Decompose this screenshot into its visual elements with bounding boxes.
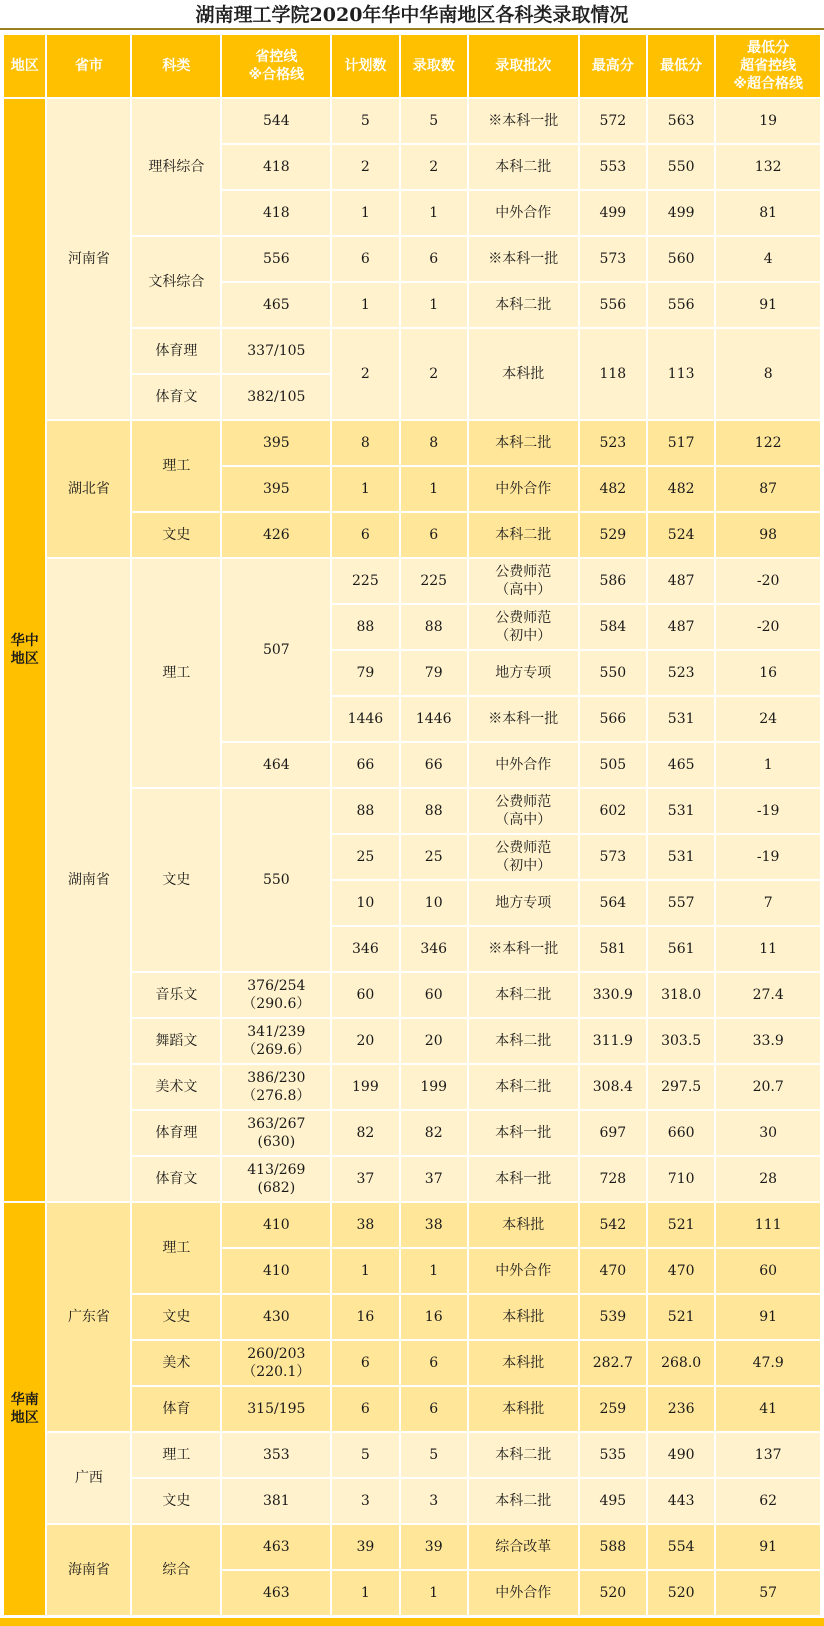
cell-diff: 1 [715,742,821,788]
header-row [3,34,821,98]
cell-admitted: 1 [400,466,468,512]
cell-min: 531 [647,696,715,742]
subject-hubei-lib: 文史 [131,512,221,558]
header-batch: 录取批次 [468,34,579,98]
cell-line: 463 [221,1570,331,1616]
cell-max: 539 [579,1294,647,1340]
table-row [3,420,821,466]
cell-batch: ※本科一批 [468,98,579,144]
cell-diff: 8 [715,328,821,420]
cell-line: 464 [221,742,331,788]
cell-diff: 16 [715,650,821,696]
cell-line [221,972,331,1018]
cell-max: 529 [579,512,647,558]
cell-diff: 122 [715,420,821,466]
cell-line [221,1156,331,1202]
cell-batch: 地方专项 [468,880,579,926]
cell-admitted: 1 [400,190,468,236]
cell-line: 463 [221,1524,331,1570]
cell-diff: -20 [715,604,821,650]
cell-diff: 81 [715,190,821,236]
cell-min: 268.0 [647,1340,715,1386]
cell-plan: 82 [331,1110,399,1156]
cell-diff: 41 [715,1386,821,1432]
cell-min: 554 [647,1524,715,1570]
cell-admitted: 2 [400,328,468,420]
header-max: 最高分 [579,34,647,98]
cell-batch [468,604,579,650]
cell-diff: -20 [715,558,821,604]
cell-min: 523 [647,650,715,696]
cell-max: 520 [579,1570,647,1616]
cell-admitted: 5 [400,98,468,144]
subject-hubei-sci: 理工 [131,420,221,512]
cell-min: 531 [647,788,715,834]
subject-hunan-sci: 理工 [131,558,221,788]
header-admitted: 录取数 [400,34,468,98]
cell-batch: ※本科一批 [468,926,579,972]
cell-plan: 5 [331,1432,399,1478]
subject-hunan-lib: 文史 [131,788,221,972]
cell-min: 550 [647,144,715,190]
cell-max: 728 [579,1156,647,1202]
cell-max: 573 [579,236,647,282]
cell-min: 556 [647,282,715,328]
region-south-2: 地区 [10,1410,39,1426]
cell-line-2: （269.6） [242,1042,311,1058]
cell-line [221,1018,331,1064]
cell-diff: 91 [715,1524,821,1570]
cell-plan: 1 [331,1570,399,1616]
cell-line: 395 [221,420,331,466]
cell-plan: 88 [331,788,399,834]
page-title: 湖南理工学院2020年华中华南地区各科类录取情况 [0,0,824,30]
header-control-line-1: 省控线 [255,49,298,65]
cell-plan: 38 [331,1202,399,1248]
cell-max: 118 [579,328,647,420]
cell-batch: 本科二批 [468,144,579,190]
cell-min: 520 [647,1570,715,1616]
cell-batch: 本科二批 [468,1064,579,1110]
cell-plan: 3 [331,1478,399,1524]
cell-admitted: 8 [400,420,468,466]
cell-line: 465 [221,282,331,328]
cell-min: 318.0 [647,972,715,1018]
cell-max: 586 [579,558,647,604]
cell-min: 236 [647,1386,715,1432]
cell-batch: 本科批 [468,1386,579,1432]
cell-batch: 本科一批 [468,1156,579,1202]
cell-max: 495 [579,1478,647,1524]
cell-admitted: 6 [400,1386,468,1432]
cell-plan: 6 [331,512,399,558]
cell-admitted: 6 [400,512,468,558]
cell-line: 353 [221,1432,331,1478]
province-hubei: 湖北省 [46,420,131,558]
cell-max: 311.9 [579,1018,647,1064]
cell-diff: 91 [715,282,821,328]
cell-min: 303.5 [647,1018,715,1064]
cell-batch: 本科批 [468,1294,579,1340]
cell-diff: 30 [715,1110,821,1156]
cell-line-2: （290.6） [242,996,311,1012]
cell-batch-line2: （初中） [495,628,552,644]
cell-min: 524 [647,512,715,558]
cell-plan: 225 [331,558,399,604]
province-henan: 河南省 [46,98,131,420]
province-hunan: 湖南省 [46,558,131,1202]
header-diff-3: ※超合格线 [733,76,803,92]
footer-bar [0,1618,824,1626]
cell-admitted: 39 [400,1524,468,1570]
cell-batch: 本科二批 [468,1018,579,1064]
header-diff [715,34,821,98]
cell-line: 556 [221,236,331,282]
cell-diff: 20.7 [715,1064,821,1110]
cell-diff: 28 [715,1156,821,1202]
cell-max: 330.9 [579,972,647,1018]
cell-plan: 1446 [331,696,399,742]
cell-plan: 2 [331,144,399,190]
cell-min: 443 [647,1478,715,1524]
cell-admitted: 1 [400,1570,468,1616]
cell-line-2: （220.1） [242,1364,311,1380]
cell-subject: 理工 [131,1432,221,1478]
cell-line: 418 [221,190,331,236]
cell-line-2: (630) [257,1134,296,1150]
header-region: 地区 [3,34,46,98]
cell-line: 410 [221,1248,331,1294]
subject-guangdong-lib: 文史 [131,1294,221,1340]
cell-batch: 本科批 [468,328,579,420]
table-row [3,1432,821,1478]
cell-batch-line2: （高中） [495,582,552,598]
cell-diff: 87 [715,466,821,512]
cell-max: 542 [579,1202,647,1248]
cell-plan: 199 [331,1064,399,1110]
cell-diff: 11 [715,926,821,972]
cell-batch: 本科二批 [468,972,579,1018]
cell-batch: 中外合作 [468,466,579,512]
cell-admitted: 82 [400,1110,468,1156]
cell-min: 470 [647,1248,715,1294]
cell-line: 315/195 [221,1386,331,1432]
cell-diff: 132 [715,144,821,190]
cell-plan: 346 [331,926,399,972]
cell-batch [468,834,579,880]
table-row [3,558,821,604]
subject-henan-lib: 文科综合 [131,236,221,328]
cell-min: 660 [647,1110,715,1156]
cell-min: 710 [647,1156,715,1202]
cell-admitted: 88 [400,788,468,834]
cell-line: 426 [221,512,331,558]
subject-henan-pe-lib: 体育文 [131,374,221,420]
cell-admitted: 1446 [400,696,468,742]
cell-min: 490 [647,1432,715,1478]
cell-batch: 本科二批 [468,282,579,328]
cell-max: 308.4 [579,1064,647,1110]
cell-plan: 20 [331,1018,399,1064]
cell-max: 505 [579,742,647,788]
cell-max: 470 [579,1248,647,1294]
cell-diff: 4 [715,236,821,282]
cell-max: 282.7 [579,1340,647,1386]
cell-min: 297.5 [647,1064,715,1110]
subject-henan-pe-sci: 体育理 [131,328,221,374]
cell-batch: 本科一批 [468,1110,579,1156]
cell-subject: 舞蹈文 [131,1018,221,1064]
cell-batch: 本科批 [468,1340,579,1386]
cell-batch-line1: 公费师范 [495,840,552,856]
cell-line-1: 341/239 [247,1024,306,1040]
cell-min: 560 [647,236,715,282]
province-guangxi: 广西 [46,1432,131,1524]
cell-admitted: 88 [400,604,468,650]
header-control-line-2: ※合格线 [248,67,305,83]
cell-batch [468,788,579,834]
cell-plan: 6 [331,236,399,282]
cell-diff: 98 [715,512,821,558]
cell-min: 561 [647,926,715,972]
cell-min: 487 [647,604,715,650]
cell-batch-line2: （初中） [495,858,552,874]
cell-admitted: 38 [400,1202,468,1248]
subject-hainan: 综合 [131,1524,221,1616]
cell-diff: 24 [715,696,821,742]
cell-max: 535 [579,1432,647,1478]
cell-diff: 60 [715,1248,821,1294]
cell-max: 259 [579,1386,647,1432]
cell-diff: 27.4 [715,972,821,1018]
cell-diff: -19 [715,834,821,880]
header-subject: 科类 [131,34,221,98]
cell-plan: 10 [331,880,399,926]
cell-line-1: 363/267 [247,1116,306,1132]
cell-admitted: 2 [400,144,468,190]
cell-plan: 5 [331,98,399,144]
cell-diff: 137 [715,1432,821,1478]
cell-plan: 66 [331,742,399,788]
cell-admitted: 5 [400,1432,468,1478]
cell-min: 499 [647,190,715,236]
cell-batch-line1: 公费师范 [495,794,552,810]
cell-line-1: 386/230 [247,1070,306,1086]
header-province: 省市 [46,34,131,98]
region-central-1: 华中 [10,633,39,649]
cell-line: 382/105 [221,374,331,420]
cell-plan: 2 [331,328,399,420]
cell-min: 465 [647,742,715,788]
cell-diff: -19 [715,788,821,834]
cell-max: 697 [579,1110,647,1156]
cell-admitted: 10 [400,880,468,926]
cell-line: 418 [221,144,331,190]
cell-max: 553 [579,144,647,190]
subject-guangdong-pe: 体育 [131,1386,221,1432]
cell-admitted: 60 [400,972,468,1018]
region-south-1: 华南 [10,1392,39,1408]
cell-min: 517 [647,420,715,466]
cell-max: 566 [579,696,647,742]
header-control-line [221,34,331,98]
cell-plan: 37 [331,1156,399,1202]
cell-subject: 音乐文 [131,972,221,1018]
region-south [3,1202,46,1616]
cell-line: 544 [221,98,331,144]
cell-admitted: 20 [400,1018,468,1064]
cell-plan: 39 [331,1524,399,1570]
cell-min: 531 [647,834,715,880]
cell-plan: 60 [331,972,399,1018]
cell-admitted: 79 [400,650,468,696]
cell-diff: 19 [715,98,821,144]
cell-admitted: 3 [400,1478,468,1524]
cell-min: 113 [647,328,715,420]
cell-plan: 88 [331,604,399,650]
cell-batch: 本科二批 [468,1432,579,1478]
cell-min: 521 [647,1202,715,1248]
cell-plan: 1 [331,190,399,236]
cell-batch [468,558,579,604]
cell-diff: 91 [715,1294,821,1340]
cell-admitted: 6 [400,236,468,282]
cell-max: 572 [579,98,647,144]
cell-plan: 1 [331,282,399,328]
cell-batch: 地方专项 [468,650,579,696]
cell-line-2: (682) [257,1180,296,1196]
cell-line: 395 [221,466,331,512]
cell-plan: 16 [331,1294,399,1340]
cell-admitted: 37 [400,1156,468,1202]
cell-line-1: 413/269 [247,1162,306,1178]
cell-diff: 111 [715,1202,821,1248]
subject-henan-sci: 理科综合 [131,98,221,236]
cell-min: 521 [647,1294,715,1340]
cell-diff: 7 [715,880,821,926]
cell-line: 550 [221,788,331,972]
cell-plan: 6 [331,1386,399,1432]
admission-table [2,33,822,1617]
table-row [3,98,821,144]
header-diff-2: 超省控线 [740,58,797,74]
cell-max: 550 [579,650,647,696]
cell-max: 573 [579,834,647,880]
cell-line: 381 [221,1478,331,1524]
cell-batch: 中外合作 [468,1248,579,1294]
cell-min: 557 [647,880,715,926]
province-hainan: 海南省 [46,1524,131,1616]
region-central-2: 地区 [10,651,39,667]
cell-plan: 6 [331,1340,399,1386]
cell-admitted: 1 [400,1248,468,1294]
cell-admitted: 1 [400,282,468,328]
cell-admitted: 16 [400,1294,468,1340]
region-central [3,98,46,1202]
cell-subject: 体育理 [131,1110,221,1156]
cell-max: 564 [579,880,647,926]
cell-max: 581 [579,926,647,972]
cell-line [221,1064,331,1110]
cell-plan: 25 [331,834,399,880]
cell-line: 430 [221,1294,331,1340]
header-diff-1: 最低分 [747,40,790,56]
cell-batch: 中外合作 [468,190,579,236]
cell-max: 523 [579,420,647,466]
cell-line [221,1110,331,1156]
header-plan: 计划数 [331,34,399,98]
cell-max: 482 [579,466,647,512]
cell-batch: 中外合作 [468,1570,579,1616]
cell-line: 337/105 [221,328,331,374]
subject-guangdong-art: 美术 [131,1340,221,1386]
cell-batch: ※本科一批 [468,696,579,742]
table-row [3,1202,821,1248]
cell-batch-line1: 公费师范 [495,564,552,580]
cell-subject: 文史 [131,1478,221,1524]
subject-guangdong-sci: 理工 [131,1202,221,1294]
cell-batch: ※本科一批 [468,236,579,282]
cell-line-2: （276.8） [242,1088,311,1104]
cell-diff: 62 [715,1478,821,1524]
cell-min: 487 [647,558,715,604]
cell-plan: 1 [331,466,399,512]
province-guangdong: 广东省 [46,1202,131,1432]
cell-admitted: 66 [400,742,468,788]
cell-max: 602 [579,788,647,834]
cell-diff: 57 [715,1570,821,1616]
cell-diff: 33.9 [715,1018,821,1064]
cell-batch: 本科二批 [468,420,579,466]
cell-plan: 1 [331,1248,399,1294]
cell-admitted: 25 [400,834,468,880]
cell-subject: 体育文 [131,1156,221,1202]
cell-batch: 本科批 [468,1202,579,1248]
cell-max: 584 [579,604,647,650]
cell-line [221,1340,331,1386]
cell-line: 507 [221,558,331,742]
cell-batch: 中外合作 [468,742,579,788]
cell-admitted: 346 [400,926,468,972]
cell-line: 410 [221,1202,331,1248]
cell-plan: 8 [331,420,399,466]
cell-line-1: 260/203 [247,1346,306,1362]
cell-max: 499 [579,190,647,236]
cell-min: 482 [647,466,715,512]
cell-plan: 79 [331,650,399,696]
cell-batch-line1: 公费师范 [495,610,552,626]
cell-batch: 综合改革 [468,1524,579,1570]
cell-line-1: 376/254 [247,978,306,994]
cell-batch: 本科二批 [468,512,579,558]
cell-admitted: 225 [400,558,468,604]
cell-subject: 美术文 [131,1064,221,1110]
cell-admitted: 6 [400,1340,468,1386]
table-row [3,1524,821,1570]
cell-max: 556 [579,282,647,328]
cell-batch-line2: （高中） [495,812,552,828]
cell-batch: 本科二批 [468,1478,579,1524]
cell-min: 563 [647,98,715,144]
cell-admitted: 199 [400,1064,468,1110]
cell-diff: 47.9 [715,1340,821,1386]
cell-max: 588 [579,1524,647,1570]
header-min: 最低分 [647,34,715,98]
